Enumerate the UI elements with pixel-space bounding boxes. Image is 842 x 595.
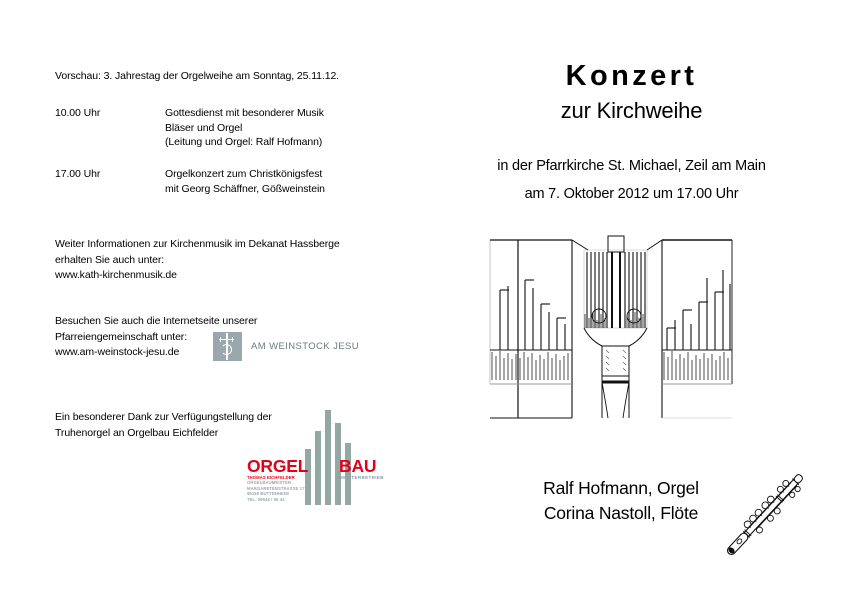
orgelbau-logo bbox=[247, 405, 392, 505]
info-block-kirchenmusik bbox=[55, 237, 340, 284]
page-title: Konzert bbox=[565, 60, 698, 92]
fine-print-line: MARGARETENSTRASSE 17 bbox=[247, 485, 305, 491]
schedule-line: Gottesdienst mit besonderer Musik bbox=[165, 107, 324, 119]
fine-print-line: TEL. 09545 / 95 44 bbox=[247, 496, 285, 502]
preview-lead-line: Vorschau: 3. Jahrestag der Orgelweihe am Sonntag, 25.11.12. bbox=[55, 70, 340, 82]
info-line: Pfarreiengemeinschaft unter: bbox=[55, 330, 188, 343]
venue-location: in der Pfarrkirche St. Michael, Zeil am Main bbox=[497, 158, 766, 174]
weinstock-logo-label: AM WEINSTOCK JESU bbox=[251, 341, 359, 352]
schedule-line: Bläser und Orgel bbox=[165, 121, 243, 134]
organ-illustration bbox=[484, 232, 737, 424]
schedule-entry-1 bbox=[55, 106, 324, 150]
schedule-line: (Leitung und Orgel: Ralf Hofmann) bbox=[165, 136, 323, 149]
venue-datetime: am 7. Oktober 2012 um 17.00 Uhr bbox=[524, 186, 739, 202]
orgelbau-wordmark bbox=[247, 456, 392, 476]
schedule-time: 10.00 Uhr bbox=[55, 107, 101, 119]
fine-print-line: 96155 BUTTENHEIM bbox=[247, 491, 289, 497]
orgelbau-word-orgel: ORGEL bbox=[247, 456, 309, 476]
flute-icon bbox=[705, 452, 825, 580]
organ-facade-icon bbox=[484, 232, 737, 424]
weinstock-logo bbox=[213, 332, 359, 361]
schedule-description bbox=[165, 106, 324, 150]
performer-organ: Ralf Hofmann, Orgel bbox=[543, 478, 699, 498]
info-block-dank bbox=[55, 410, 272, 441]
orgelbau-word-bau: BAU bbox=[339, 456, 377, 476]
info-url-kirchenmusik[interactable]: www.kath-kirchenmusik.de bbox=[55, 269, 177, 281]
performer-flute: Corina Nastoll, Flöte bbox=[543, 503, 699, 523]
info-url-weinstock[interactable]: www.am-weinstock-jesu.de bbox=[55, 346, 180, 358]
schedule-line: Orgelkonzert zum Christkönigsfest bbox=[165, 168, 323, 180]
info-line: erhalten Sie auch unter: bbox=[55, 253, 165, 266]
info-line: Ein besonderer Dank zur Verfügungstellung der bbox=[55, 411, 272, 423]
schedule-description bbox=[165, 167, 325, 196]
flute-illustration bbox=[705, 452, 825, 580]
schedule-entry-2 bbox=[55, 167, 325, 196]
orgelbau-fine-print bbox=[247, 475, 342, 502]
info-line: Weiter Informationen zur Kirchenmusik im Dekanat Hassberge bbox=[55, 238, 340, 250]
schedule-line: mit Georg Schäffner, Gößweinstein bbox=[165, 182, 325, 195]
orgelbau-sub-gray: MEISTERBETRIEB bbox=[339, 475, 384, 480]
page-subtitle: zur Kirchweihe bbox=[560, 98, 703, 123]
schedule-time: 17.00 Uhr bbox=[55, 168, 101, 180]
weinstock-vine-icon bbox=[213, 332, 242, 361]
fine-print-line: ORGELBAUMEISTER bbox=[247, 480, 292, 486]
fine-print-line: THOMAS EICHFELDER bbox=[247, 475, 295, 480]
info-line: Besuchen Sie auch die Internetseite unserer bbox=[55, 315, 258, 327]
info-line: Truhenorgel an Orgelbau Eichfelder bbox=[55, 426, 219, 439]
